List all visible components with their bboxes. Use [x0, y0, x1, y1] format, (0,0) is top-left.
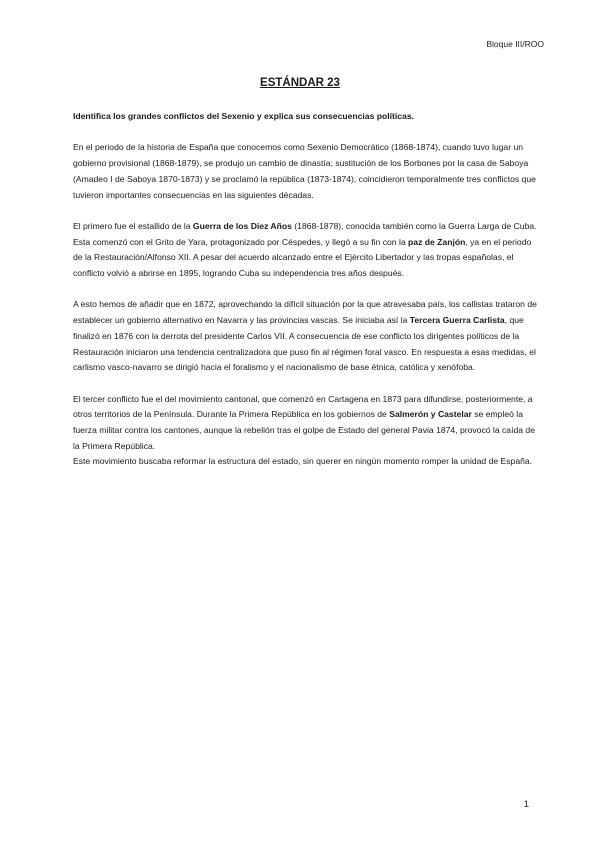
- text-segment: (1868-1878), conocida también como la Guerra Larga de Cuba. Esta comenzó con el Grito de Yara, protagonizado por Céspedes, y llegó a su fin con la: [73, 220, 537, 247]
- page-header: Bloque III/ROO: [486, 39, 544, 49]
- paragraph-conclusion: Este movimiento buscaba reformar la estructura del estado, sin querer en ningún momento romper la unidad de España.: [73, 456, 533, 467]
- text-segment: El tercer conflicto fue el del movimiento cantonal, que comenzó en Cartagena en 1873 para difundirse, posteriormente, a otros territorios de la Península. Durante la Primera República en los gobiernos de: [73, 393, 533, 420]
- bold-term-tercera-guerra-carlista: Tercera Guerra Carlista: [409, 315, 505, 326]
- bold-term-guerra-diez-anos: Guerra de los Diez Años: [192, 220, 292, 231]
- text-segment: , que finalizó en 1876 con la derrota del presidente Carlos VII. A consecuencia de ese conflicto los dirigentes políticos de la Restauración iniciaron una tendencia centralizadora que puso fin al régimen foral vasco. En respuesta a esas medidas, el carlismo vasco-navarro se dirigió hacia el foralismo y el nacionalismo de base étnica, católica y xenófoba.: [73, 315, 536, 373]
- intro-question: Identifica los grandes conflictos del Sexenio y explica sus consecuencias políticas.: [73, 111, 415, 121]
- document-body: [73, 109, 543, 486]
- paragraph-guerra-carlista: [73, 297, 543, 376]
- page-title: ESTÁNDAR 23: [260, 77, 340, 89]
- paragraph-sexenio: En el periodo de la historia de España que conocemos como Sexenio Democrático (1868-1874), cuando tuvo lugar un gobierno provisional (1868-1879), se produjo un cambio de dinastía; sustitución de los Borbones por la casa de Saboya (Amadeo I de Saboya 1870-1873) y se proclamó la república (1873-1874), coincidieron temporalmente tres conflictos que tuvieron importantes consecuencias en las siguientes décadas.: [73, 142, 536, 200]
- bold-term-salmeron-castelar: Salmerón y Castelar: [389, 409, 472, 420]
- bold-term-paz-zanjon: paz de Zanjón: [408, 236, 466, 247]
- text-segment: A esto hemos de añadir que en 1872, aprovechando la difícil situación por la que atravesaba país, los callistas trataron de establecer un gobierno alternativo en Navarra y las provincias vascas. Se iniciaba así la: [73, 299, 537, 326]
- paragraph-guerra-diez-anos: [73, 219, 543, 282]
- text-segment: se empleó la fuerza militar contra los cantones, aunque la rebelión tras el golpe de Estado del general Pavia 1874, provocó la caída de la Primera República.: [73, 409, 535, 451]
- paragraph-cantonal: [73, 392, 543, 455]
- text-segment: , ya en el periodo de la Restauración/Alfonso XII. A pesar del acuerdo alcanzado entre el Ejército Libertador y las tropas españolas, el conflicto volvió a abrirse en 1895, logrando Cuba su independencia tres años después.: [73, 236, 532, 278]
- page-number: 1: [523, 799, 529, 810]
- text-segment: El primero fue el estallido de la: [73, 220, 193, 231]
